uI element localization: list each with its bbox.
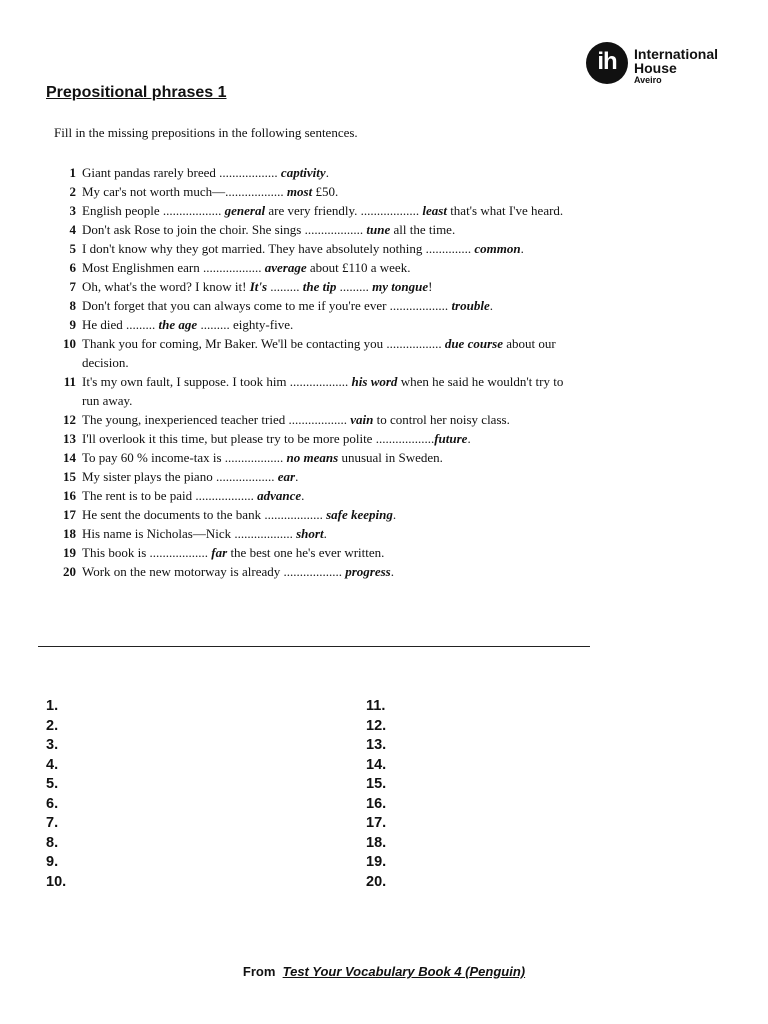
answer-line: 20. [366,873,387,890]
question-item [54,315,570,334]
question-item [54,296,570,315]
footer-prefix: From [242,964,276,979]
footer-source: Test Your Vocabulary Book 4 (Penguin) [282,964,526,979]
answer-line: 17. [366,815,387,831]
question-number: 1 [69,165,76,180]
question-item [54,524,570,543]
question-number: 13 [63,431,76,446]
question-number: 12 [63,412,76,427]
question-item [54,372,570,410]
question-item [54,543,570,562]
answer-column-right [366,697,386,892]
question-text: The young, inexperienced teacher tried .................. vain to control her noisy class. [82,412,510,427]
instructions: Fill in the missing prepositions in the following sentences. [54,125,358,140]
question-item [54,239,570,258]
divider [38,646,590,647]
answer-column-left [46,697,66,892]
ih-logo-mark: ih [586,42,628,84]
answer-line: 7. [46,815,59,831]
question-text: Giant pandas rarely breed .................. captivity. [82,165,329,180]
question-number: 19 [63,545,76,560]
question-item [54,410,570,429]
question-text: The rent is to be paid .................. advance. [82,488,305,503]
logo-line-international: International [634,46,719,62]
question-number: 4 [69,222,76,237]
question-number: 10 [63,336,76,351]
question-item [54,562,570,581]
answer-line: 16. [366,795,387,812]
question-text: He sent the documents to the bank .................. safe keeping. [82,507,397,522]
question-item [54,448,570,467]
question-text: I'll overlook it this time, but please try to be more polite ..................future. [82,431,471,446]
question-list [54,163,570,581]
question-item [54,486,570,505]
question-text: I don't know why they got married. They have absolutely nothing .............. common. [82,241,524,256]
question-text: Oh, what's the word? I know it! It's ......... the tip ......... my tongue! [82,279,433,294]
question-item [54,467,570,486]
question-number: 7 [69,279,76,294]
question-item [54,258,570,277]
logo-line-house: House [634,60,677,76]
question-text: My car's not worth much—.................. most £50. [82,184,339,199]
question-number: 2 [69,184,76,199]
page-title: Prepositional phrases 1 [46,84,227,101]
question-number: 9 [69,317,76,332]
question-number: 11 [63,374,76,389]
ih-logo [586,42,746,86]
question-text: Don't forget that you can always come to me if you're ever .................. trouble. [82,298,493,313]
question-text: Most Englishmen earn .................. average about £110 a week. [82,260,411,275]
answer-line: 15. [366,776,387,792]
question-text: His name is Nicholas—Nick .................. short. [82,526,327,541]
question-item [54,429,570,448]
question-text: Thank you for coming, Mr Baker. We'll be contacting you ................. due course about our decision. [82,336,556,370]
answer-line: 8. [46,834,59,851]
question-number: 16 [63,488,76,503]
ih-logo-text [634,47,718,85]
question-number: 14 [63,450,76,465]
question-number: 5 [69,241,76,256]
question-number: 20 [63,564,76,579]
question-item [54,220,570,239]
question-text: Don't ask Rose to join the choir. She sings .................. tune all the time. [82,222,456,237]
answer-line: 14. [366,756,387,773]
answer-line: 4. [46,756,59,773]
answer-line: 2. [46,717,59,734]
question-item [54,182,570,201]
question-item [54,505,570,524]
answer-line: 18. [366,834,387,851]
answer-line: 1. [46,698,59,714]
question-item [54,334,570,372]
logo-line-aveiro: Aveiro [634,75,662,85]
answer-line: 10. [46,873,67,890]
question-text: This book is .................. far the best one he's ever written. [82,545,385,560]
question-text: My sister plays the piano .................. ear. [82,469,299,484]
question-number: 15 [63,469,76,484]
question-text: He died ......... the age ......... eighty-five. [82,317,294,332]
question-number: 8 [69,298,76,313]
answer-line: 11. [366,698,386,714]
question-item [54,201,570,220]
question-text: To pay 60 % income-tax is .................. no means unusual in Sweden. [82,450,443,465]
answer-line: 9. [46,854,59,870]
question-number: 6 [69,260,76,275]
answer-line: 12. [366,717,387,734]
question-item [54,163,570,182]
question-item [54,277,570,296]
question-text: Work on the new motorway is already .................. progress. [82,564,394,579]
question-number: 3 [69,203,76,218]
question-text: It's my own fault, I suppose. I took him .................. his word when he said he wouldn't try to run away. [82,374,564,408]
answer-line: 6. [46,795,59,812]
answer-line: 13. [366,737,387,753]
answer-line: 19. [366,854,387,870]
question-number: 17 [63,507,76,522]
source-footer [0,964,768,979]
answer-line: 3. [46,737,59,753]
question-number: 18 [63,526,76,541]
question-text: English people .................. general are very friendly. .................. least that's what I've heard. [82,203,564,218]
answer-line: 5. [46,776,59,792]
